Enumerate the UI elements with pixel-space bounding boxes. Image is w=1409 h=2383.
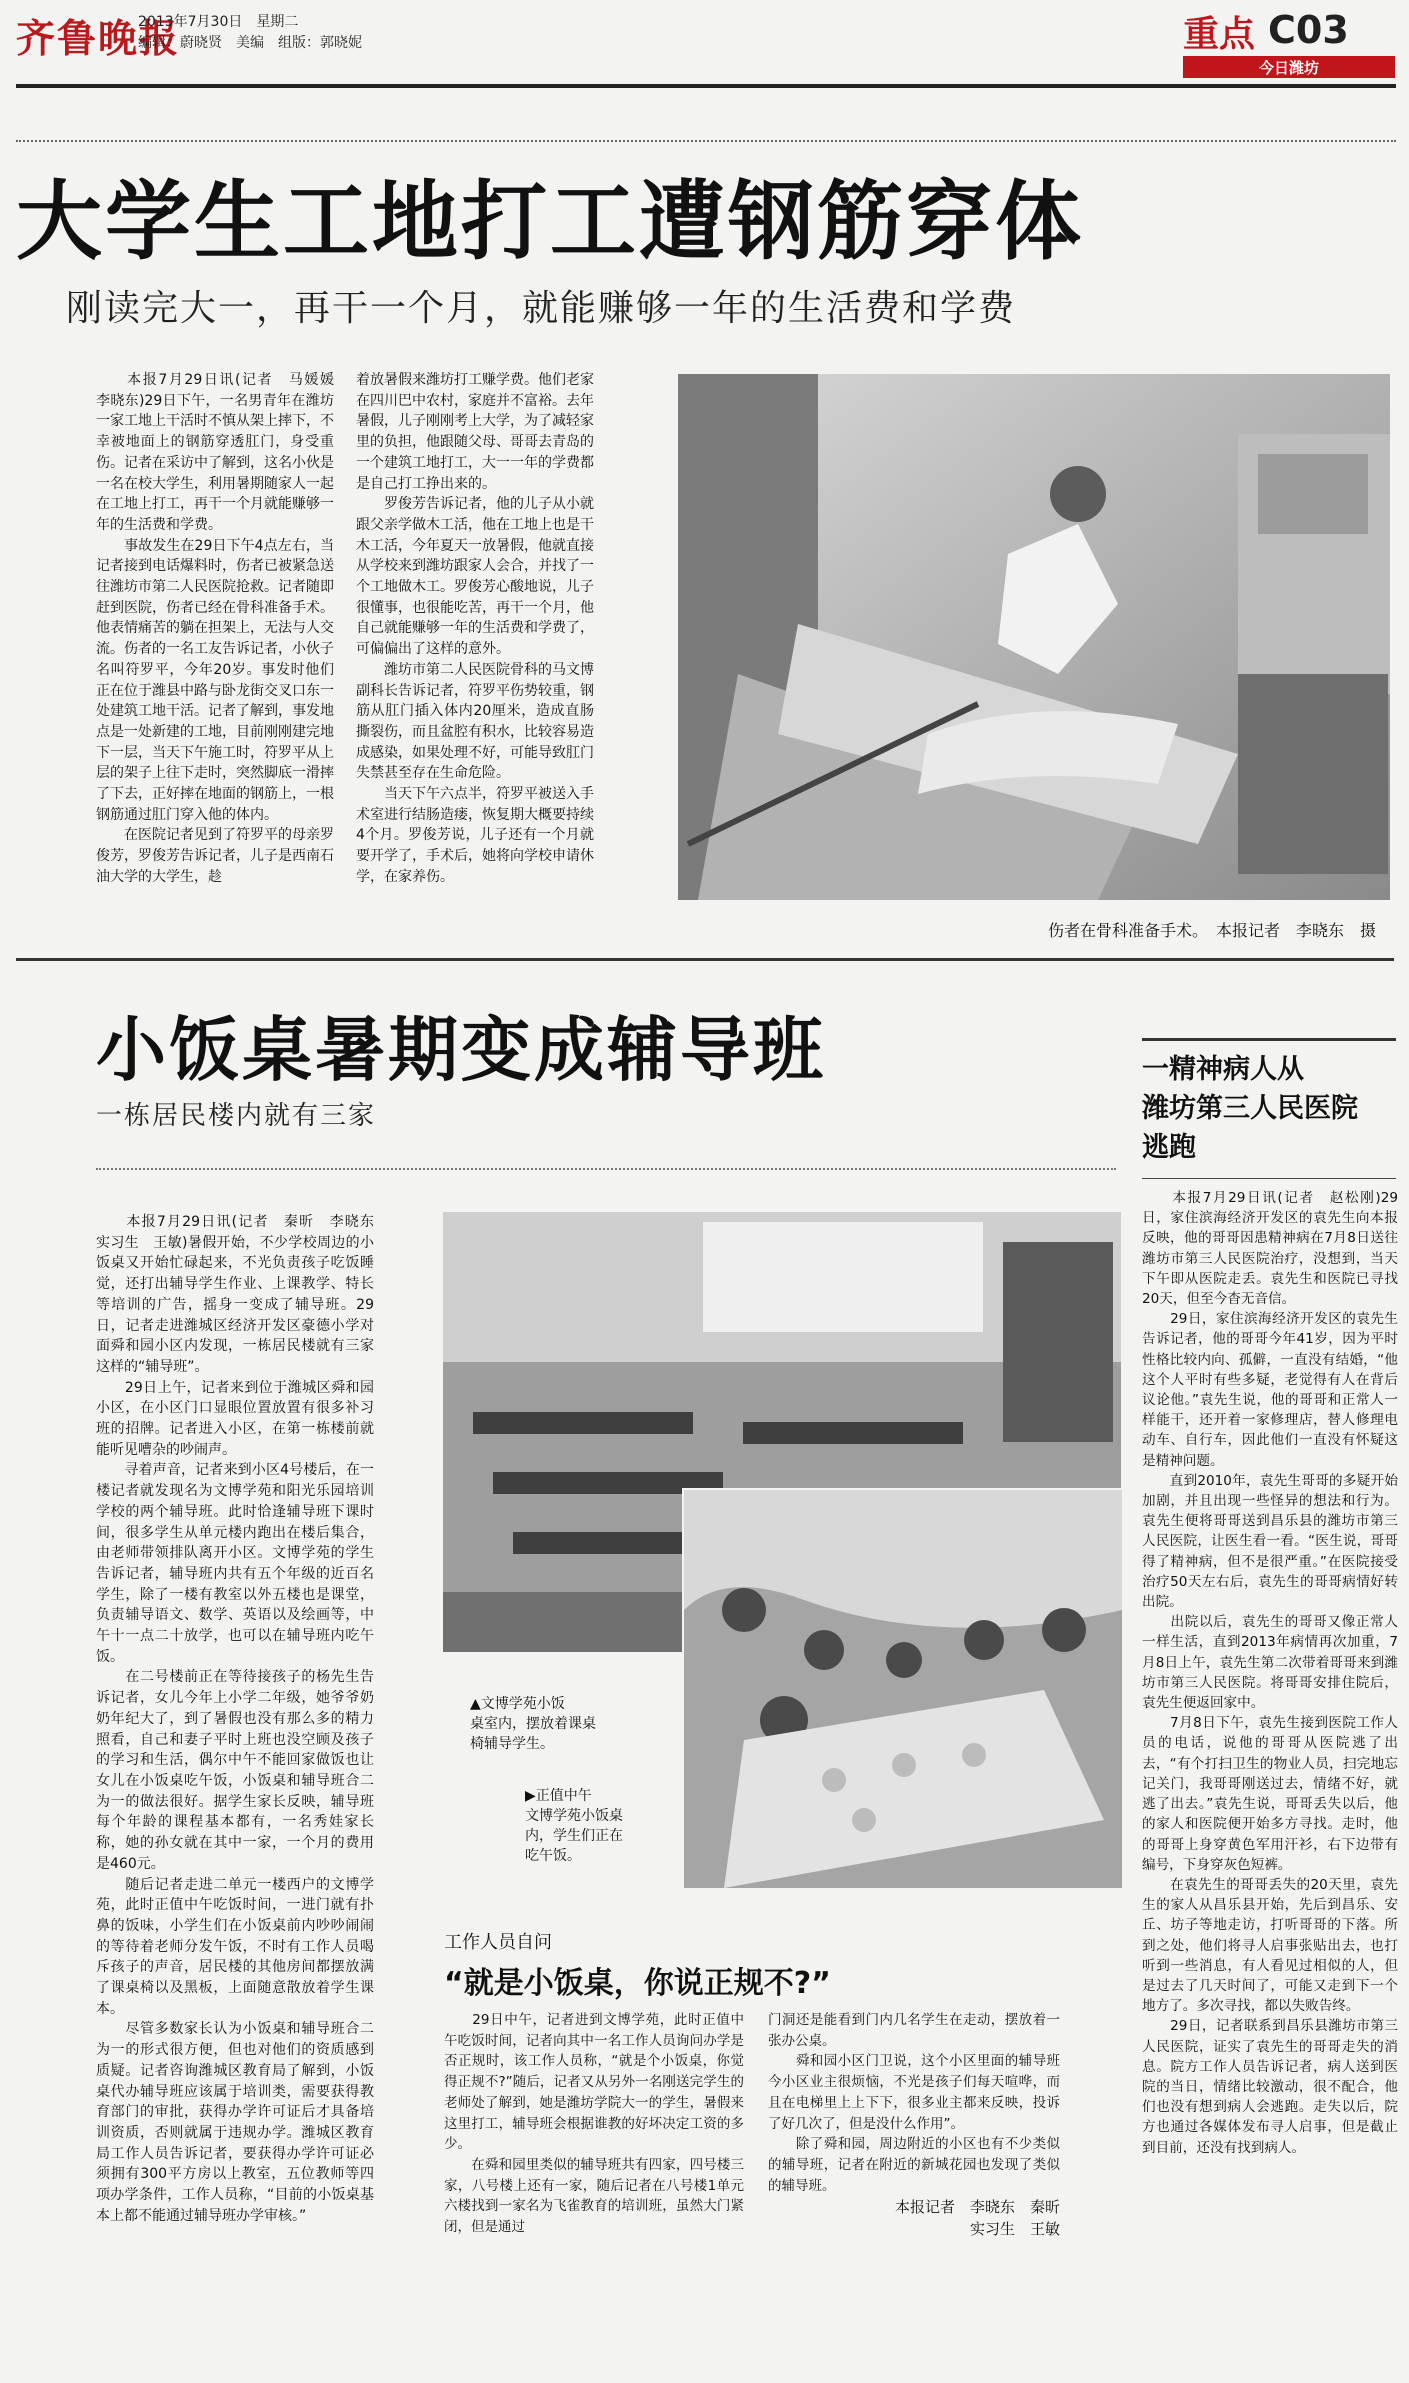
sidebar-headline-rule <box>1142 1178 1396 1179</box>
article2-caption-lunch: ▶正值中午 文博学苑小饭桌 内，学生们正在 吃午饭。 <box>525 1788 623 1864</box>
masthead-logo: 齐鲁晚报 <box>16 16 181 62</box>
article1-column-2: 着放暑假来潍坊打工赚学费。他们老家在四川巴中农村，家庭并不富裕。去年暑假，儿子刚刚考上大学，为了减轻家里的负担，他跟随父母、哥哥去青岛的一个建筑工地打工，大一一年的学费都是自己打工挣出来的。 罗俊芳告诉记者，他的儿子从小就跟父亲学做木工活，他在工地上也是干木工活，今年夏天一放暑假，他就直接从学校来到潍坊跟家人会合，并找了一个工地做木工。罗俊芳心酸地说，儿子很懂事，也很能吃苦，再干一个月，他自己就能赚够一年的生活费和学费了，可偏偏出了这样的意外。 潍坊市第二人民医院骨科的马文博副科长告诉记者，符罗平伤势较重，钢筋从肛门插入体内20厘米，造成直肠撕裂伤，而且盆腔有积水，比较容易造成感染，如果处理不好，可能导致肛门失禁甚至存在生命危险。 当天下午六点半，符罗平被送入手术室进行结肠造瘘，恢复期大概要持续4个月。罗俊芳说，儿子还有一个月就要开学了，手术后，她将向学校申请休学，在家养伤。 <box>356 372 594 885</box>
article2-rule <box>96 1168 1116 1170</box>
section-rule <box>16 140 1396 142</box>
masthead-rule <box>16 84 1396 88</box>
article2-photo-lunch <box>682 1488 1124 1890</box>
article1-photo <box>678 374 1390 900</box>
article1-column-1: 本报7月29日讯(记者 马媛媛 李晓东)29日下午，一名男青年在潍坊一家工地上干活时不慎从架上摔下，不幸被地面上的钢筋穿透肛门，身受重伤。记者在采访中了解到，这名小伙是一名在校大学生，利用暑期随家人一起在工地上打工，再干一个月就能赚够一年的生活费和学费。 事故发生在29日下午4点左右，当记者接到电话爆料时，伤者已被紧急送往潍坊市第二人民医院抢救。记者随即赶到医院，伤者已经在骨科准备手术。他表情痛苦的躺在担架上，无法与人交流。伤者的一名工友告诉记者，小伙子名叫符罗平，今年20岁。事发时他们正在位于潍县中路与卧龙街交叉口东一处建筑工地干活。记者了解到，事发地点是一处新建的工地，目前刚刚建完地下一层，当天下午施工时，符罗平从上层的架子上往下走时，突然脚底一滑摔了下去，正好摔在地面的钢筋上，一根钢筋通过肛门穿入他的体内。 在医院记者见到了符罗平的母亲罗俊芳，罗俊芳告诉记者，儿子是西南石油大学的大学生，趁 <box>96 372 334 885</box>
article2-deck: 一栋居民楼内就有三家 <box>96 1101 377 1131</box>
article1-photo-caption: 伤者在骨科准备手术。 本报记者 李晓东 摄 <box>1048 921 1377 940</box>
masthead-editors: 编辑：蔚晓贤 美编 组版：郭晓妮 <box>138 35 362 51</box>
sidebar-headline: 一精神病人从 潍坊第三人民医院 逃跑 <box>1142 1054 1358 1163</box>
article2-headline: 小饭桌暑期变成辅导班 <box>96 1009 826 1091</box>
article1-deck: 刚读完大一，再干一个月，就能赚够一年的生活费和学费 <box>66 288 1017 329</box>
masthead-date: 2013年7月30日 星期二 <box>138 14 299 30</box>
article2-sub-kicker: 工作人员自问 <box>444 1932 552 1953</box>
section-tag: 今日潍坊 <box>1258 59 1319 77</box>
section-label: 重点 <box>1183 14 1256 55</box>
article2-sub-title: “就是小饭桌，你说正规不?” <box>444 1966 831 2001</box>
article2-caption-classroom: ▲文博学苑小饭 桌室内，摆放着课桌 椅辅导学生。 <box>470 1696 596 1752</box>
article2-sub-column-2: 门洞还是能看到门内几名学生在走动，摆放着一张办公桌。 舜和园小区门卫说，这个小区里面的辅导班今小区业主很烦恼，不光是孩子们每天喧哗，而且在电梯里上上下下，很多业主都来反映，投诉了好几次了，但是没什么作用”。 除了舜和园，周边附近的小区也有不少类似的辅导班，记者在附近的新城花园也发现了类似的辅导班。 <box>768 2012 1060 2194</box>
sidebar-top-rule <box>1142 1038 1396 1041</box>
article2-sub-column-1: 29日中午，记者进到文博学苑，此时正值中午吃饭时间，记者向其中一名工作人员询问办学是否正规时，该工作人员称，“就是个小饭桌，你觉得正规不?”随后，记者又从另外一名刚送完学生的老师处了解到，她是潍坊学院大一的学生，暑假来这里打工，辅导班会根据谁教的好坏决定工资的多少。 在舜和园里类似的辅导班共有四家，四号楼三家，八号楼上还有一家，随后记者在八号楼1单元六楼找到一家名为飞雀教育的培训班，虽然大门紧闭，但是通过 <box>444 2012 744 2236</box>
sidebar-body: 本报7月29日讯(记者 赵松刚)29日，家住滨海经济开发区的袁先生向本报反映，他的哥哥因患精神病在7月8日送往潍坊市第三人民医院治疗，没想到，当天下午即从医院走丢。袁先生和医院已寻找20天，但至今杳无音信。 29日，家住滨海经济开发区的袁先生告诉记者，他的哥哥今年41岁，因为平时性格比较内向、孤僻，一直没有结婚，“他这个人平时有些多疑，老觉得有人在背后议论他。”袁先生说，他的哥哥和正常人一样能干，还开着一家修理店，替人修理电动车、自行车，因此他们一直没有怀疑这是精神问题。 直到2010年，袁先生哥哥的多疑开始加剧，并且出现一些怪异的想法和行为。袁先生便将哥哥送到昌乐县的潍坊市第三人民医院，让医生看一看。“医生说，哥哥得了精神病，但不是很严重。”在医院接受治疗50天左右后，袁先生的哥哥病情好转出院。 出院以后，袁先生的哥哥又像正常人一样生活，直到2013年病情再次加重，7月8日上午，袁先生第二次带着哥哥来到潍坊市第三人民医院。将哥哥安排住院后，袁先生便返回家中。 7月8日下午，袁先生接到医院工作人员的电话，说他的哥哥从医院逃了出去，“有个打扫卫生的物业人员，扫完地忘记关门，我哥哥刚送过去，情绪不好，就逃了出去。”袁先生说，哥哥丢失以后，他的家人和医院便开始多方寻找。走时，他的哥哥上身穿黄色军用汗衫，右下边带有编号，下身穿灰色短裤。 在袁先生的哥哥丢失的20天里，袁先生的家人从昌乐县开始，先后到昌乐、安丘、坊子等地走访，打听哥哥的下落。所到之处，他们将寻人启事张贴出去，也打听到一些消息，有人看见过相似的人，但是过去了几天时间了，可能又走到下一个地方了。多次寻找，都以失败告终。 29日，记者联系到昌乐县潍坊市第三人民医院，证实了袁先生的哥哥走失的消息。院方工作人员告诉记者，病人送到医院的当日，情绪比较激动，很不配合，他们也没有想到病人会逃跑。走失以后，院方也通过各媒体发布寻人启事，但是截止到目前，还没有找到病人。 <box>1142 1190 1398 2156</box>
article2-column-1: 本报7月29日讯(记者 秦昕 李晓东 实习生 王敏)暑假开始，不少学校周边的小饭桌又开始忙碌起来，不光负责孩子吃饭睡觉，还打出辅导学生作业、上课教学、特长等培训的广告，摇身一变成了辅导班。29日，记者走进潍城区经济开发区豪德小学对面舜和园小区内发现，一栋居民楼就有三家这样的“辅导班”。 29日上午，记者来到位于潍城区舜和园小区，在小区门口显眼位置放置有很多补习班的招牌。记者进入小区，在第一栋楼前就能听见嘈杂的吵闹声。 寻着声音，记者来到小区4号楼后，在一楼记者就发现名为文博学苑和阳光乐园培训学校的两个辅导班。此时恰逢辅导班下课时间，很多学生从单元楼内跑出在楼后集合，由老师带领排队离开小区。文博学苑的学生告诉记者，辅导班内共有五个年级的近百名学生，除了一楼有教室以外五楼也是课堂，负责辅导语文、数学、英语以及绘画等，中午十一点二十放学，也可以在辅导班内吃午饭。 在二号楼前正在等待接孩子的杨先生告诉记者，女儿今年上小学二年级，她爷爷奶奶年纪大了，到了暑假也没有那么多的精力照看，自己和妻子平时上班也没空顾及孩子的学习和生活，偶尔中午不能回家做饭也让女儿在小饭桌吃午饭，小饭桌和辅导班合二为一的做法很好。据学生家长反映，辅导班每个年龄的课程基本都有，一名秀娃家长称，她的孙女就在其中一家，一个月的费用是460元。 随后记者走进二单元一楼西户的文博学苑，此时正值中午吃饭时间，一进门就有扑鼻的饭味，小学生们在小饭桌前内吵吵闹闹的等待着老师分发午饭，不时有工作人员喝斥孩子的声音，居民楼的其他房间都摆放满了课桌椅以及黑板，上面随意散放着学生课本。 尽管多数家长认为小饭桌和辅导班合二为一的形式很方便，但也对他们的资质感到质疑。记者咨询潍城区教育局了解到，小饭桌代办辅导班应该属于培训类，需要获得教育部门的审批，获得办学许可证后才具备培训资质，否则就属于违规办学。潍城区教育局工作人员告诉记者，要获得办学许可证必须拥有300平方房以上教室，五位教师等四项办学条件，工作人员称，“目前的小饭桌基本上都不能通过辅导班办学审核。” <box>96 1214 374 2224</box>
article1-headline: 大学生工地打工遭钢筋穿体 <box>16 172 1084 272</box>
page-number: C03 <box>1268 8 1349 52</box>
article2-reporters: 本报记者 李晓东 秦昕 实习生 王敏 <box>894 2198 1060 2238</box>
article-divider <box>16 958 1394 961</box>
